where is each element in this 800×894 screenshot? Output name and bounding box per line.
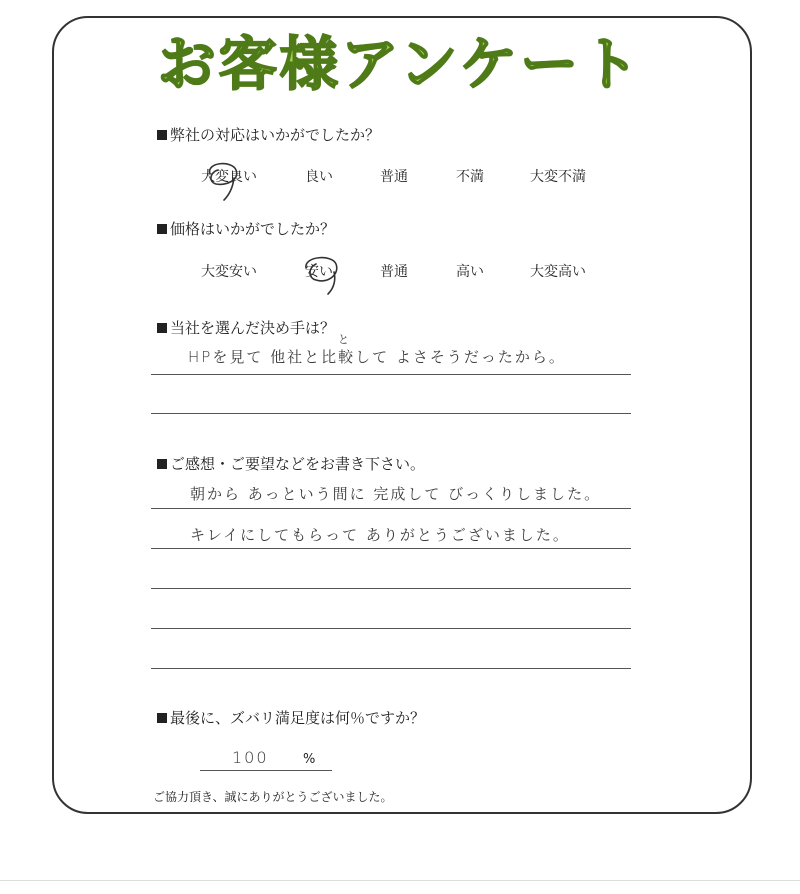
thank-you-footer: ご協力頂き、誠にありがとうございました。	[153, 790, 393, 804]
question-feedback	[157, 453, 425, 474]
question-satisfaction-label: 最後に、ズバリ満足度は何％ですか？	[170, 709, 426, 727]
bullet-square-icon	[157, 323, 167, 333]
option-service-good[interactable]: 良い	[305, 169, 333, 185]
question-price	[157, 218, 335, 239]
handwritten-feedback-line-1[interactable]: 朝から あっという間に 完成して びっくりしました。	[190, 485, 602, 503]
scan-edge-divider	[0, 880, 800, 881]
option-price-very-expensive[interactable]: 大変高い	[530, 264, 586, 280]
handwritten-feedback-line-2[interactable]: キレイにしてもらって ありがとうございました。	[190, 526, 570, 544]
answer-line	[200, 770, 332, 771]
question-service-label: 弊社の対応はいかがでしたか？	[170, 126, 381, 144]
handwritten-answer-reason[interactable]: HPを見て 他社と比較して よさそうだったから。	[188, 348, 566, 366]
handwritten-insert-mark: と	[338, 333, 351, 346]
option-price-expensive[interactable]: 高い	[456, 264, 484, 280]
bullet-square-icon	[157, 459, 167, 469]
answer-line	[151, 548, 631, 549]
answer-line	[151, 374, 631, 375]
answer-line	[151, 668, 631, 669]
answer-line	[151, 588, 631, 589]
option-service-unsatisfied[interactable]: 不満	[456, 169, 484, 185]
question-feedback-label: ご感想・ご要望などをお書き下さい。	[170, 455, 426, 473]
question-satisfaction	[157, 707, 425, 728]
option-service-very-good[interactable]: 大変良い	[201, 169, 257, 185]
question-reason-label: 当社を選んだ決め手は？	[170, 319, 336, 337]
option-price-cheap[interactable]: 安い	[305, 264, 333, 280]
bullet-square-icon	[157, 130, 167, 140]
answer-line	[151, 413, 631, 414]
survey-title: お客様アンケート	[157, 30, 643, 98]
option-price-normal[interactable]: 普通	[380, 264, 408, 280]
option-service-very-unsatisfied[interactable]: 大変不満	[530, 169, 586, 185]
question-reason	[157, 317, 335, 338]
answer-line	[151, 508, 631, 509]
option-price-very-cheap[interactable]: 大変安い	[201, 264, 257, 280]
option-service-normal[interactable]: 普通	[380, 169, 408, 185]
question-price-label: 価格はいかがでしたか？	[170, 220, 336, 238]
percent-unit-label: %	[303, 752, 316, 767]
bullet-square-icon	[157, 224, 167, 234]
question-service	[157, 124, 380, 145]
bullet-square-icon	[157, 713, 167, 723]
answer-line	[151, 628, 631, 629]
handwritten-satisfaction-value[interactable]: 100	[232, 748, 269, 767]
